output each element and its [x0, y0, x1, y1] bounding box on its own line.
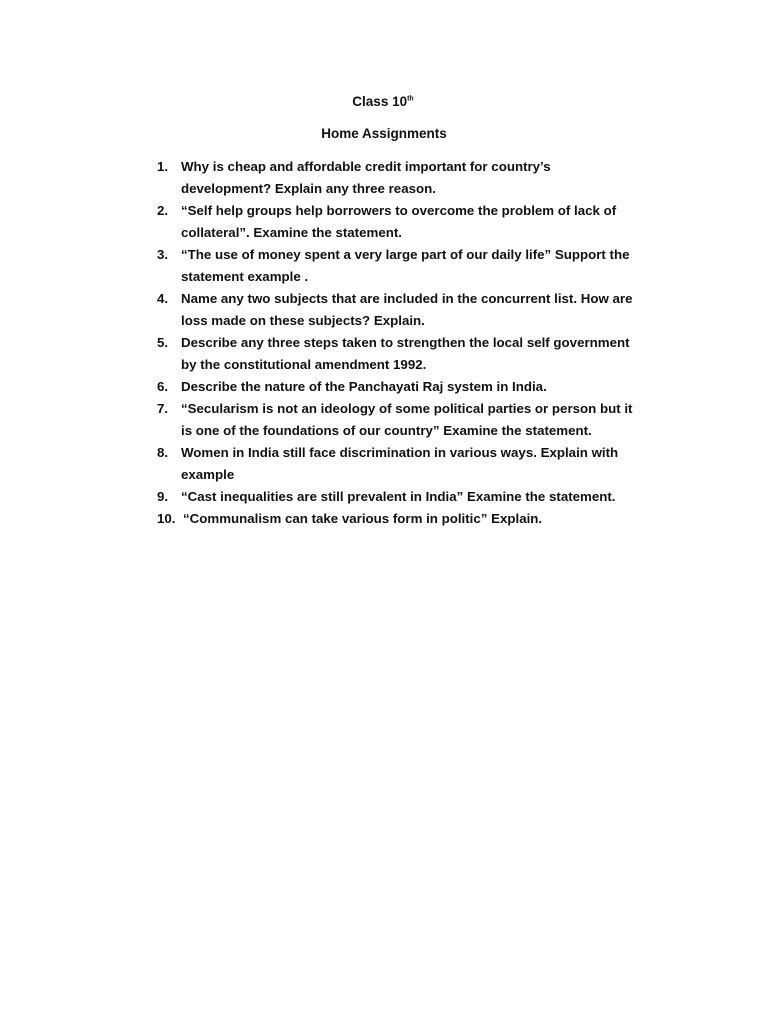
question-number: 7.	[157, 401, 169, 416]
question-item	[157, 486, 717, 508]
question-text: Name any two subjects that are included in the concurrent list. How are loss made on these subjects? Explain.	[181, 291, 633, 328]
question-number: 1.	[157, 159, 169, 174]
question-item	[157, 332, 717, 376]
question-item	[157, 200, 717, 244]
question-text: Why is cheap and affordable credit important for country’s development? Explain any three reason.	[181, 159, 551, 196]
page-subtitle	[0, 125, 768, 143]
page-title	[0, 93, 768, 111]
question-item	[157, 398, 717, 442]
subtitle-text: Home Assignments	[321, 126, 447, 141]
title-superscript: th	[407, 95, 414, 103]
question-item	[157, 156, 717, 200]
question-text: “Communalism can take various form in politic” Explain.	[183, 511, 543, 526]
question-number: 4.	[157, 291, 169, 306]
question-text: Women in India still face discrimination in various ways. Explain with example	[181, 445, 619, 482]
question-item	[157, 244, 717, 288]
question-text: “Self help groups help borrowers to overcome the problem of lack of collateral”. Examine the statement.	[181, 203, 617, 240]
question-number: 10.	[157, 511, 176, 526]
question-number: 3.	[157, 247, 169, 262]
question-text: “The use of money spent a very large part of our daily life” Support the statement example .	[181, 247, 630, 284]
question-text: “Secularism is not an ideology of some political parties or person but it is one of the foundations of our country” Examine the statement.	[181, 401, 633, 438]
question-text: “Cast inequalities are still prevalent in India” Examine the statement.	[181, 489, 616, 504]
question-number: 8.	[157, 445, 169, 460]
question-number: 6.	[157, 379, 169, 394]
question-number: 2.	[157, 203, 169, 218]
question-item	[157, 442, 717, 486]
question-list	[157, 156, 717, 530]
question-text: Describe the nature of the Panchayati Raj system in India.	[181, 379, 547, 394]
title-text: Class 10	[352, 94, 408, 109]
question-number: 9.	[157, 489, 169, 504]
question-number: 5.	[157, 335, 169, 350]
question-item	[157, 288, 717, 332]
question-item	[157, 376, 717, 398]
question-text: Describe any three steps taken to strengthen the local self government by the constitutional amendment 1992.	[181, 335, 630, 372]
question-item	[157, 508, 717, 530]
